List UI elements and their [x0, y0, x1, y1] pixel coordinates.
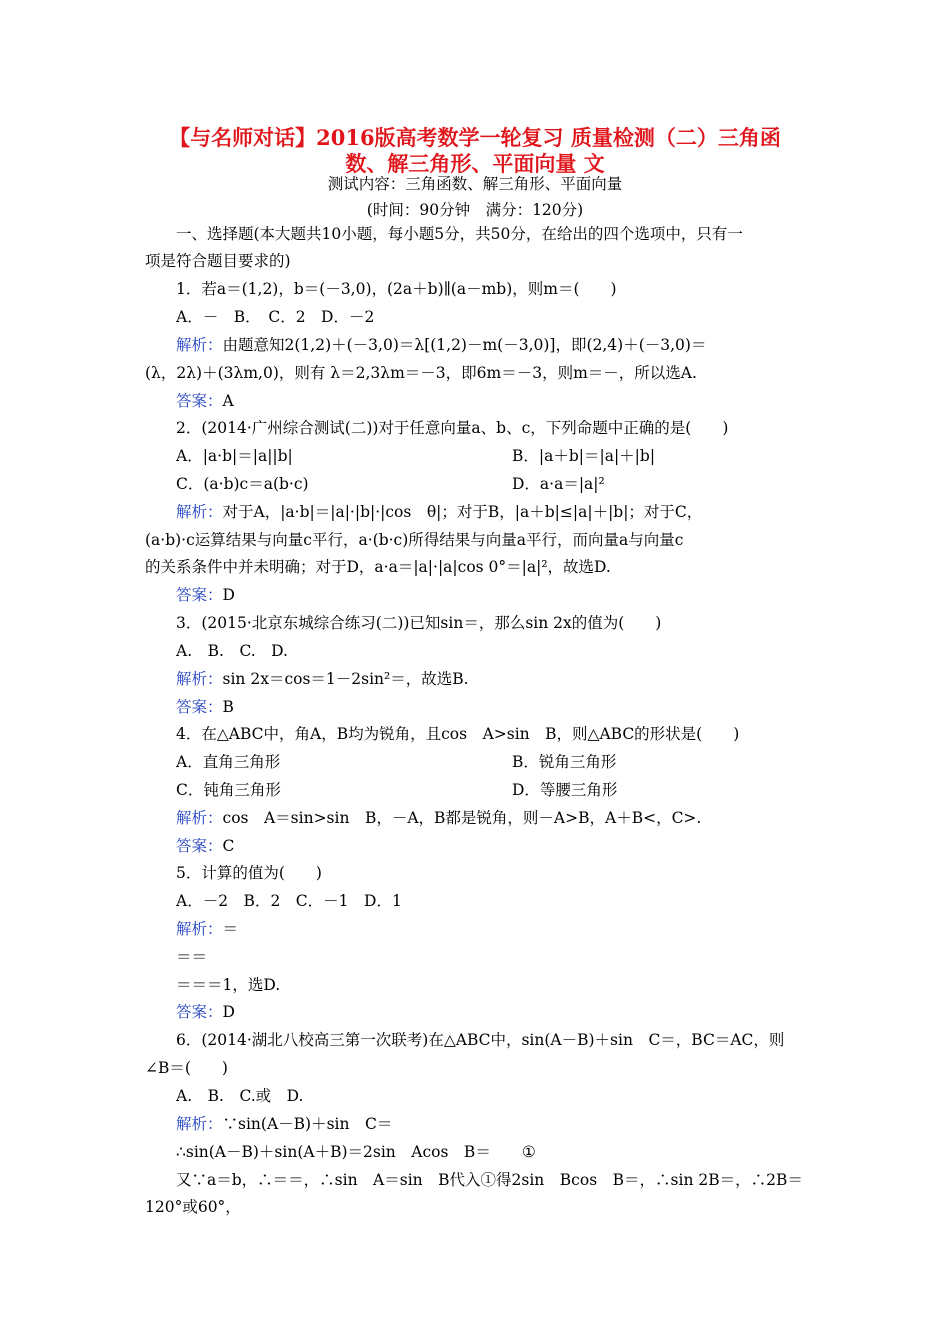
answer-label: 答案： [176, 837, 223, 855]
q5-analysis-line-1 [176, 919, 950, 939]
q4-stem: 4．在△ABC中，角A，B均为锐角，且cos A>sin B，则△ABC的形状是( ) [176, 725, 740, 743]
q6-options: A. B. C.或 D. [176, 1087, 304, 1105]
q6-analysis-line-4: 120°或60°， [145, 1198, 241, 1216]
time-and-score: (时间：90分钟 满分：120分) [366, 201, 584, 219]
q3-stem: 3．(2015·北京东城综合练习(二))已知sin＝，那么sin 2x的值为( ) [176, 614, 662, 632]
q4-option-d: D．等腰三角形 [512, 781, 618, 799]
q6-analysis-line-2: ∴sin(A－B)＋sin(A＋B)＝2sin Acos B＝ ① [176, 1143, 536, 1161]
answer-label: 答案： [176, 392, 223, 410]
q1-options: A．－ B． C．2 D．－2 [176, 308, 375, 326]
q2-analysis-line-3: 的关系条件中并未明确；对于D，a·a＝|a|·|a|cos 0°＝|a|²，故选D. [145, 558, 611, 576]
q3-answer-value: B [222, 698, 234, 716]
section-intro-line-1: 一、选择题(本大题共10小题，每小题5分，共50分，在给出的四个选项中，只有一 [176, 225, 743, 243]
answer-label: 答案： [176, 698, 223, 716]
q2-option-d: D．a·a＝|a|² [512, 475, 605, 493]
q1-answer [176, 391, 950, 411]
q5-analysis-line-2: ＝＝ [176, 948, 208, 966]
q4-answer [176, 836, 950, 856]
q6-analysis-text-1: ∵sin(A－B)＋sin C＝ [222, 1115, 393, 1133]
q2-answer-value: D [222, 586, 235, 604]
q3-answer [176, 697, 950, 717]
q6-stem-line-2: ∠B＝( ) [145, 1059, 228, 1077]
q2-option-c: C．(a·b)c＝a(b·c) [176, 475, 309, 493]
answer-label: 答案： [176, 1003, 223, 1021]
q1-answer-value: A [222, 392, 234, 410]
q2-analysis-line-2: (a·b)·c运算结果与向量c平行，a·(b·c)所得结果与向量a平行，而向量a与向量c [145, 531, 684, 549]
q3-analysis [176, 669, 950, 689]
q1-analysis-line-1 [176, 335, 950, 355]
q2-option-b: B．|a＋b|＝|a|＋|b| [512, 447, 656, 465]
q6-analysis-line-3: 又∵a＝b，∴＝＝，∴sin A＝sin B代入①得2sin Bcos B＝，∴sin 2B＝，∴2B＝ [176, 1171, 803, 1189]
q4-analysis-text: cos A＝sin>sin B，－A，B都是锐角，则－A>B，A＋B<，C>. [222, 809, 702, 827]
document-title-line-2: 数、解三角形、平面向量 文 [345, 151, 605, 176]
q5-analysis-text-1: ＝ [222, 920, 239, 938]
q3-options: A. B. C. D. [176, 642, 288, 660]
q6-analysis-line-1 [176, 1114, 950, 1134]
q5-analysis-line-3: ＝＝＝1，选D. [176, 976, 281, 994]
document-title-line-1: 【与名师对话】2016版高考数学一轮复习 质量检测（二）三角函 [169, 125, 781, 150]
q2-option-a: A．|a·b|＝|a||b| [176, 447, 293, 465]
analysis-label: 解析： [176, 1115, 223, 1133]
q1-analysis-line-2: (λ，2λ)＋(3λm,0)，则有 λ＝2,3λm＝－3，即6m＝－3，则m＝－，所以选A. [145, 364, 697, 382]
q2-stem: 2．(2014·广州综合测试(二))对于任意向量a、b、c，下列命题中正确的是( ) [176, 419, 729, 437]
analysis-label: 解析： [176, 809, 223, 827]
analysis-label: 解析： [176, 503, 223, 521]
q5-answer [176, 1002, 950, 1022]
q4-option-a: A．直角三角形 [176, 753, 281, 771]
analysis-label: 解析： [176, 920, 223, 938]
q5-options: A．－2 B．2 C．－1 D．1 [176, 892, 402, 910]
q2-answer [176, 585, 950, 605]
q4-analysis [176, 808, 950, 828]
analysis-label: 解析： [176, 336, 223, 354]
q6-stem-line-1: 6．(2014·湖北八校高三第一次联考)在△ABC中，sin(A－B)＋sin C＝，BC＝AC，则 [176, 1031, 785, 1049]
q3-analysis-text: sin 2x＝cos＝1－2sin²＝，故选B. [222, 670, 469, 688]
q2-analysis-line-1 [176, 502, 950, 522]
q5-stem: 5．计算的值为( ) [176, 864, 322, 882]
analysis-label: 解析： [176, 670, 223, 688]
section-intro-line-2: 项是符合题目要求的) [145, 252, 291, 270]
q2-analysis-text-1: 对于A，|a·b|＝|a|·|b|·|cos θ|；对于B，|a＋b|≤|a|＋|b|；对于C， [222, 503, 703, 521]
q4-answer-value: C [222, 837, 235, 855]
q4-option-c: C．钝角三角形 [176, 781, 281, 799]
answer-label: 答案： [176, 586, 223, 604]
q5-answer-value: D [222, 1003, 235, 1021]
test-content: 测试内容：三角函数、解三角形、平面向量 [327, 175, 623, 193]
q1-analysis-text-1: 由题意知2(1,2)＋(－3,0)＝λ[(1,2)－m(－3,0)]，即(2,4)＋(－3,0)＝ [222, 336, 707, 354]
q1-stem: 1．若a＝(1,2)，b＝(－3,0)，(2a＋b)∥(a－mb)，则m＝( ) [176, 280, 617, 298]
q4-option-b: B．锐角三角形 [512, 753, 617, 771]
